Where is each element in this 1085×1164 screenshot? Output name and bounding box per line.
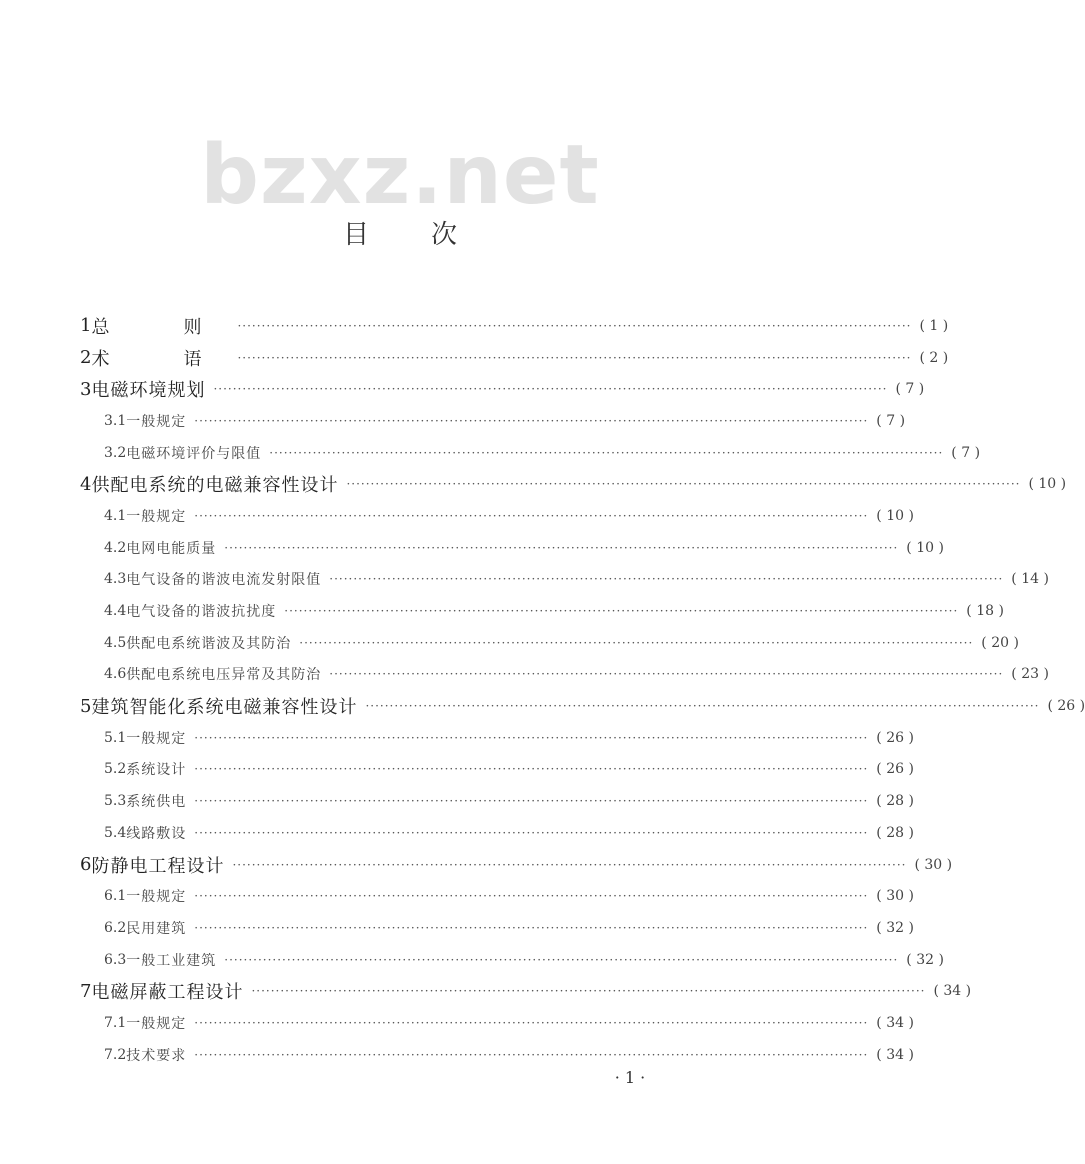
toc-title: 供配电系统电压异常及其防治 — [126, 667, 322, 684]
toc-leader-dots: ············································································································································ — [194, 1047, 869, 1062]
toc-page: ( 7 ) — [895, 381, 925, 398]
toc-page: ( 32 ) — [876, 919, 914, 936]
watermark-logo: bzxz.net — [200, 128, 600, 223]
toc-number: 4.6 — [104, 666, 127, 683]
title-char-1: 目 — [342, 220, 369, 250]
toc-number: 5 — [80, 695, 92, 717]
toc-leader-dots: ············································································································································ — [346, 477, 1021, 492]
toc-number: 3.1 — [104, 412, 127, 429]
toc-section[interactable] — [80, 785, 914, 817]
toc-leader-dots: ············································································································································ — [194, 730, 869, 745]
toc-chapter[interactable] — [80, 690, 1085, 722]
toc-section[interactable] — [80, 722, 914, 754]
toc-title: 线路敷设 — [126, 825, 187, 842]
toc-title: 电磁屏蔽工程设计 — [91, 982, 244, 1004]
toc-section[interactable] — [80, 405, 906, 437]
toc-title: 一般规定 — [126, 889, 187, 906]
toc-leader-dots: ············································································································································ — [251, 984, 926, 999]
toc-title: 系统供电 — [126, 794, 187, 811]
toc-page: ( 1 ) — [919, 317, 949, 334]
toc-leader-dots: ············································································································································ — [237, 318, 912, 333]
toc-section[interactable] — [80, 532, 944, 564]
toc-title: 一般规定 — [126, 413, 187, 430]
toc-number: 4.1 — [104, 507, 127, 524]
toc-page: ( 32 ) — [906, 951, 944, 968]
toc-title: 电气设备的谐波电流发射限值 — [126, 572, 322, 589]
toc-number: 7 — [80, 980, 92, 1002]
toc-section[interactable] — [80, 437, 981, 469]
page-title — [0, 214, 800, 251]
toc-leader-dots: ············································································································································ — [194, 508, 869, 523]
toc-leader-dots: ············································································································································ — [194, 413, 869, 428]
toc-title: 一般规定 — [126, 508, 187, 525]
toc-number: 6.2 — [104, 919, 127, 936]
toc-title: 电磁环境评价与限值 — [126, 445, 262, 462]
toc-leader-dots: ············································································································································ — [194, 1015, 869, 1030]
toc-title: 供配电系统谐波及其防治 — [126, 635, 292, 652]
toc-number: 5.4 — [104, 824, 127, 841]
toc-section[interactable] — [80, 500, 914, 532]
toc-leader-dots: ············································································································································ — [224, 540, 899, 555]
toc-section[interactable] — [80, 1039, 914, 1071]
toc-title: 技术要求 — [126, 1047, 187, 1064]
toc-number: 4.4 — [104, 603, 127, 620]
toc-title: 一般规定 — [126, 1015, 187, 1032]
toc-number: 3 — [80, 378, 92, 400]
toc-leader-dots: ············································································································································ — [194, 920, 869, 935]
toc-page: ( 28 ) — [876, 793, 914, 810]
toc-page: ( 26 ) — [876, 761, 914, 778]
toc-section[interactable] — [80, 912, 914, 944]
toc-page: ( 28 ) — [876, 824, 914, 841]
toc-page: ( 26 ) — [876, 729, 914, 746]
toc-page: ( 2 ) — [919, 349, 949, 366]
toc-number: 4.2 — [104, 539, 127, 556]
toc-number: 5.3 — [104, 793, 127, 810]
toc-leader-dots: ············································································································································ — [269, 445, 944, 460]
toc-title: 电磁环境规划 — [91, 380, 206, 402]
toc-section[interactable] — [80, 595, 1004, 627]
toc-leader-dots: ············································································································································ — [194, 825, 869, 840]
toc-number: 4 — [80, 473, 92, 495]
toc-number: 7.2 — [104, 1046, 127, 1063]
toc-title: 防静电工程设计 — [91, 855, 225, 877]
toc-page: ( 34 ) — [876, 1046, 914, 1063]
toc-leader-dots: ············································································································································ — [299, 635, 974, 650]
toc-page: ( 10 ) — [906, 539, 944, 556]
toc-title: 一般规定 — [126, 730, 187, 747]
toc-title: 建筑智能化系统电磁兼容性设计 — [91, 697, 358, 719]
toc-number: 5.2 — [104, 761, 127, 778]
toc-number: 2 — [80, 347, 92, 369]
toc-leader-dots: ············································································································································ — [365, 699, 1040, 714]
toc-leader-dots: ············································································································································ — [194, 762, 869, 777]
toc-chapter[interactable] — [80, 849, 953, 881]
toc-page: ( 7 ) — [876, 412, 906, 429]
toc-number: 1 — [80, 315, 92, 337]
toc-page: ( 10 ) — [876, 507, 914, 524]
toc-page: ( 30 ) — [876, 888, 914, 905]
toc-title: 一般工业建筑 — [126, 952, 217, 969]
toc-chapter[interactable] — [80, 342, 949, 374]
toc-page: ( 34 ) — [933, 983, 972, 1000]
toc-leader-dots: ············································································································································ — [194, 889, 869, 904]
page-number: · 1 · — [614, 1068, 646, 1087]
toc-number: 4.3 — [104, 571, 127, 588]
toc-chapter[interactable] — [80, 310, 949, 342]
toc-section[interactable] — [80, 627, 1019, 659]
toc-number: 4.5 — [104, 634, 127, 651]
toc-chapter[interactable] — [80, 468, 1067, 500]
toc-page: ( 7 ) — [951, 444, 981, 461]
toc-section[interactable] — [80, 659, 1049, 691]
toc-leader-dots: ············································································································································ — [224, 952, 899, 967]
toc-page: ( 30 ) — [914, 856, 953, 873]
toc-leader-dots: ············································································································································ — [329, 572, 1004, 587]
toc-page: ( 14 ) — [1011, 571, 1049, 588]
toc-number: 7.1 — [104, 1014, 127, 1031]
toc-chapter[interactable] — [80, 373, 925, 405]
toc-page: ( 18 ) — [966, 603, 1004, 620]
toc-title: 电气设备的谐波抗扰度 — [126, 604, 277, 621]
toc-page: ( 20 ) — [981, 634, 1019, 651]
title-char-2: 次 — [431, 220, 458, 250]
toc-title: 供配电系统的电磁兼容性设计 — [91, 475, 339, 497]
toc-title: 电网电能质量 — [126, 540, 217, 557]
toc-number: 5.1 — [104, 729, 127, 746]
toc-page: ( 26 ) — [1047, 698, 1085, 715]
toc-page: ( 34 ) — [876, 1014, 914, 1031]
toc-number: 3.2 — [104, 444, 127, 461]
toc-leader-dots: ············································································································································ — [213, 382, 888, 397]
toc-section[interactable] — [80, 564, 1049, 596]
toc-leader-dots: ············································································································································ — [194, 794, 869, 809]
toc-title: 术 语 — [91, 348, 230, 370]
toc-section[interactable] — [80, 1007, 914, 1039]
toc-section[interactable] — [80, 817, 914, 849]
toc-page: ( 23 ) — [1011, 666, 1049, 683]
toc-section[interactable] — [80, 754, 914, 786]
toc-leader-dots: ············································································································································ — [284, 604, 959, 619]
toc-title: 系统设计 — [126, 762, 187, 779]
toc-leader-dots: ············································································································································ — [237, 350, 912, 365]
toc-title: 总 则 — [91, 316, 230, 338]
toc-leader-dots: ············································································································································ — [232, 857, 907, 872]
toc-number: 6.3 — [104, 951, 127, 968]
toc-title: 民用建筑 — [126, 920, 187, 937]
toc-leader-dots: ············································································································································ — [329, 667, 1004, 682]
toc-section[interactable] — [80, 944, 944, 976]
toc-page: ( 10 ) — [1028, 476, 1067, 493]
toc-number: 6.1 — [104, 888, 127, 905]
toc-number: 6 — [80, 854, 92, 876]
toc-chapter[interactable] — [80, 975, 972, 1007]
toc-section[interactable] — [80, 880, 914, 912]
table-of-contents — [80, 310, 1085, 1071]
